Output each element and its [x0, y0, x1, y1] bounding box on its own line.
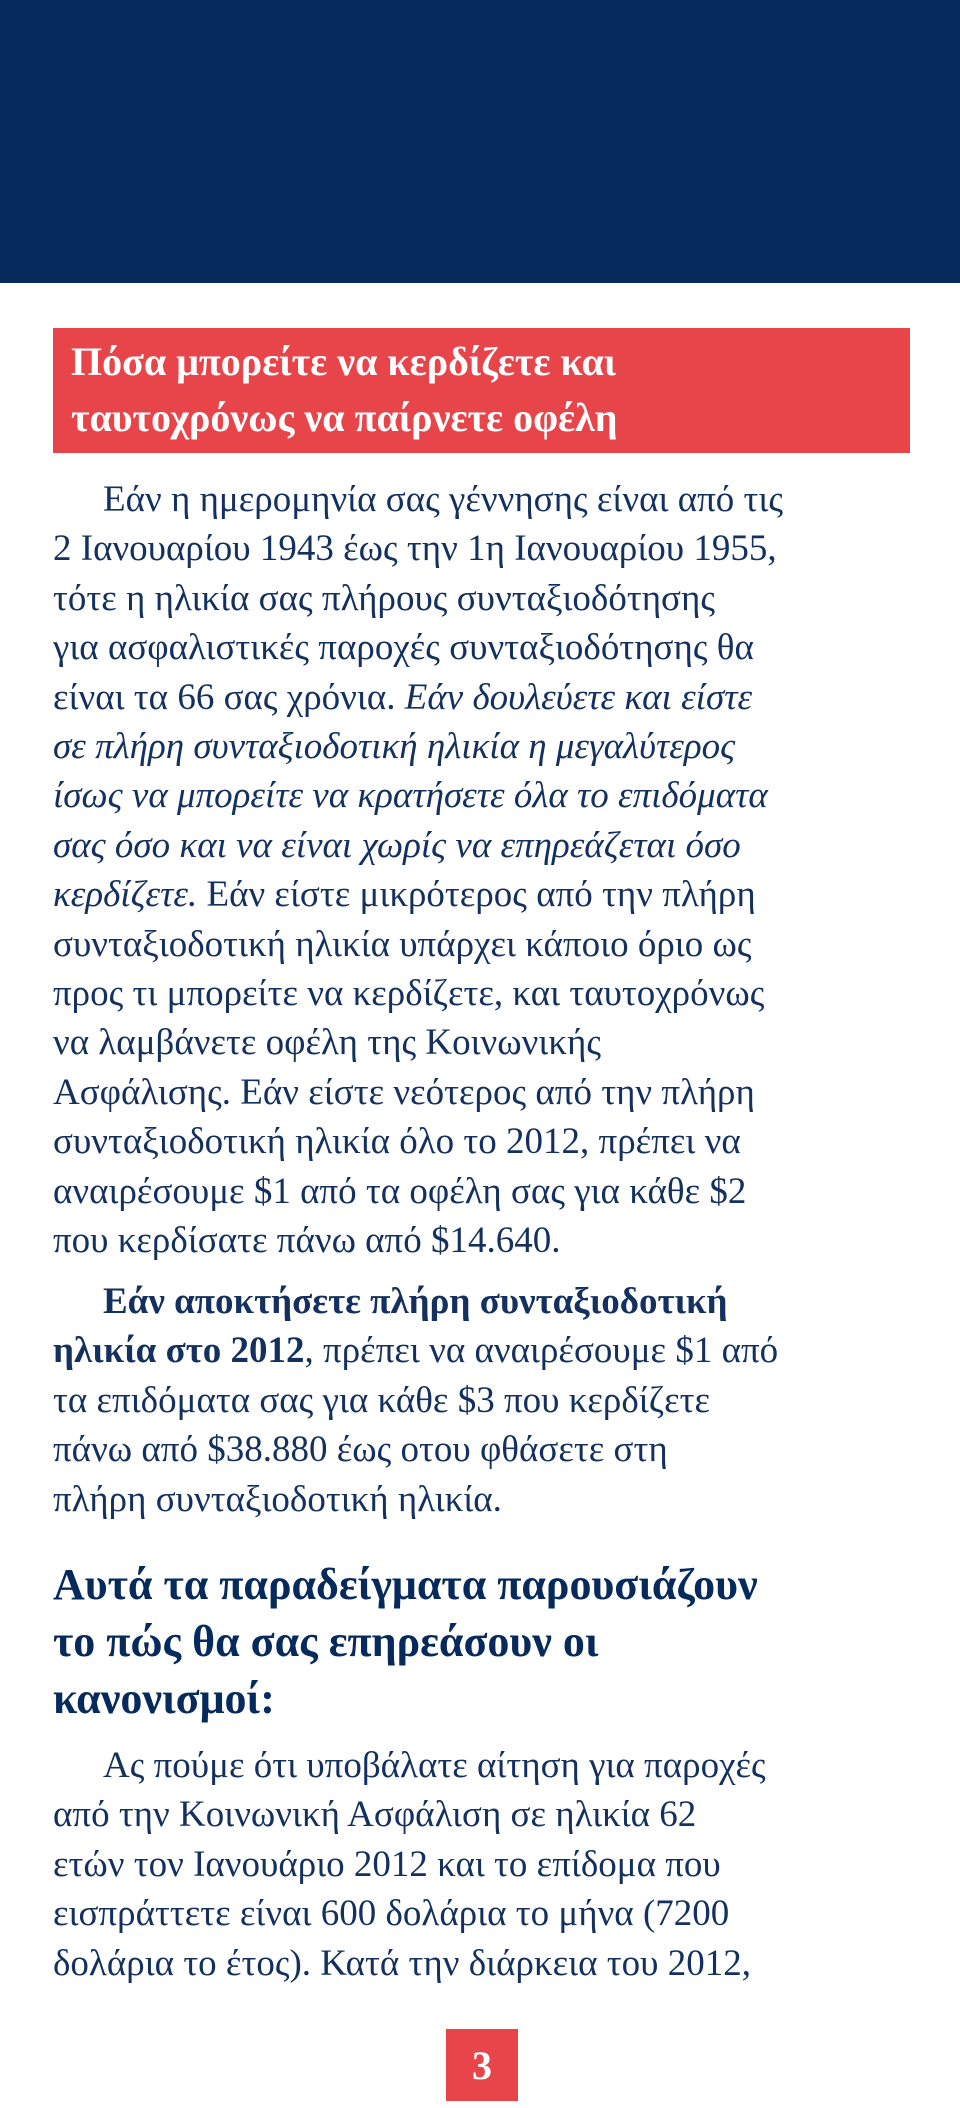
paragraph-earnings-limits: [53, 475, 913, 1266]
subheading-line: το πώς θα σας επηρεάσουν οι: [53, 1617, 599, 1666]
text-line: [53, 870, 913, 919]
text-line: [53, 1326, 913, 1375]
text-line: [53, 673, 913, 722]
italic-line: [53, 771, 913, 820]
italic-line: [53, 821, 913, 870]
italic-segment: ίσως να μπορείτε να κρατήσετε όλα το επιδόματα: [53, 775, 768, 817]
text-line: Εάν η ημερομηνία σας γέννησης είναι από τις: [103, 479, 783, 520]
bold-segment: ηλικία στο 2012: [53, 1330, 305, 1372]
bold-segment: Εάν αποκτήσετε πλήρη συνταξιοδοτική: [103, 1281, 728, 1322]
text-line: εισπράττετε είναι 600 δολάρια το μήνα (7200: [53, 1893, 730, 1935]
text-segment: είναι τα 66 σας χρόνια.: [53, 676, 405, 718]
text-line: τα επιδόματα σας για κάθε $3 που κερδίζετε: [53, 1379, 711, 1421]
subheading-line: Αυτά τα παραδείγματα παρουσιάζουν: [53, 1560, 758, 1609]
text-line: Ασφάλισης. Εάν είστε νεότερος από την πλήρη: [53, 1071, 755, 1113]
italic-segment: σας όσο και να είναι χωρίς να επηρεάζεται όσο: [53, 824, 741, 866]
text-line: από την Κοινωνική Ασφάλιση σε ηλικία 62: [53, 1794, 697, 1836]
paragraph-full-retirement-2012: [53, 1277, 913, 1524]
text-line: ετών τον Ιανουάριο 2012 και το επίδομα που: [53, 1843, 721, 1885]
text-line: συνταξιοδοτική ηλικία όλο το 2012, πρέπει να: [53, 1121, 741, 1163]
text-line: για ασφαλιστικές παροχές συνταξιοδότησης θα: [53, 627, 754, 669]
header-band: [0, 0, 960, 283]
heading-line: ταυτοχρόνως να παίρνετε οφέλη: [71, 395, 618, 440]
italic-segment: σε πλήρη συνταξιοδοτική ηλικία η μεγαλύτερος: [53, 726, 736, 768]
page-number-badge: 3: [446, 2029, 518, 2101]
text-line: πλήρη συνταξιοδοτική ηλικία.: [53, 1478, 502, 1520]
text-line: πάνω από $38.880 έως οτου φθάσετε στη: [53, 1429, 668, 1471]
heading-line: Πόσα μπορείτε να κερδίζετε και: [71, 339, 617, 384]
text-line: Ας πούμε ότι υποβάλατε αίτηση για παροχές: [103, 1745, 766, 1786]
examples-heading: [53, 1556, 913, 1727]
text-line: να λαμβάνετε οφέλη της Κοινωνικής: [53, 1022, 601, 1064]
subheading-line: κανονισμοί:: [53, 1674, 275, 1723]
italic-segment: κερδίζετε.: [53, 874, 198, 916]
text-line: αναιρέσουμε $1 από τα οφέλη σας για κάθε $2: [53, 1170, 747, 1212]
italic-line: [53, 722, 913, 771]
section-heading: [53, 328, 910, 453]
text-line: που κερδίσατε πάνω από $14.640.: [53, 1220, 561, 1262]
text-line: συνταξιοδοτική ηλικία υπάρχει κάποιο όριο ως: [53, 923, 752, 965]
text-line: τότε η ηλικία σας πλήρους συνταξιοδότησης: [53, 577, 716, 619]
text-line: 2 Ιανουαρίου 1943 έως την 1η Ιανουαρίου 1955,: [53, 528, 777, 570]
paragraph-example: [53, 1741, 913, 1988]
text-segment: , πρέπει να αναιρέσουμε $1 από: [304, 1330, 779, 1372]
text-segment: Εάν είστε μικρότερος από την πλήρη: [197, 874, 756, 916]
italic-segment: Εάν δουλεύετε και είστε: [404, 676, 753, 718]
text-line: προς τι μπορείτε να κερδίζετε, και ταυτοχρόνως: [53, 973, 765, 1015]
bold-line: [53, 1277, 913, 1326]
text-line: δολάρια το έτος). Κατά την διάρκεια του 2012,: [53, 1942, 751, 1984]
